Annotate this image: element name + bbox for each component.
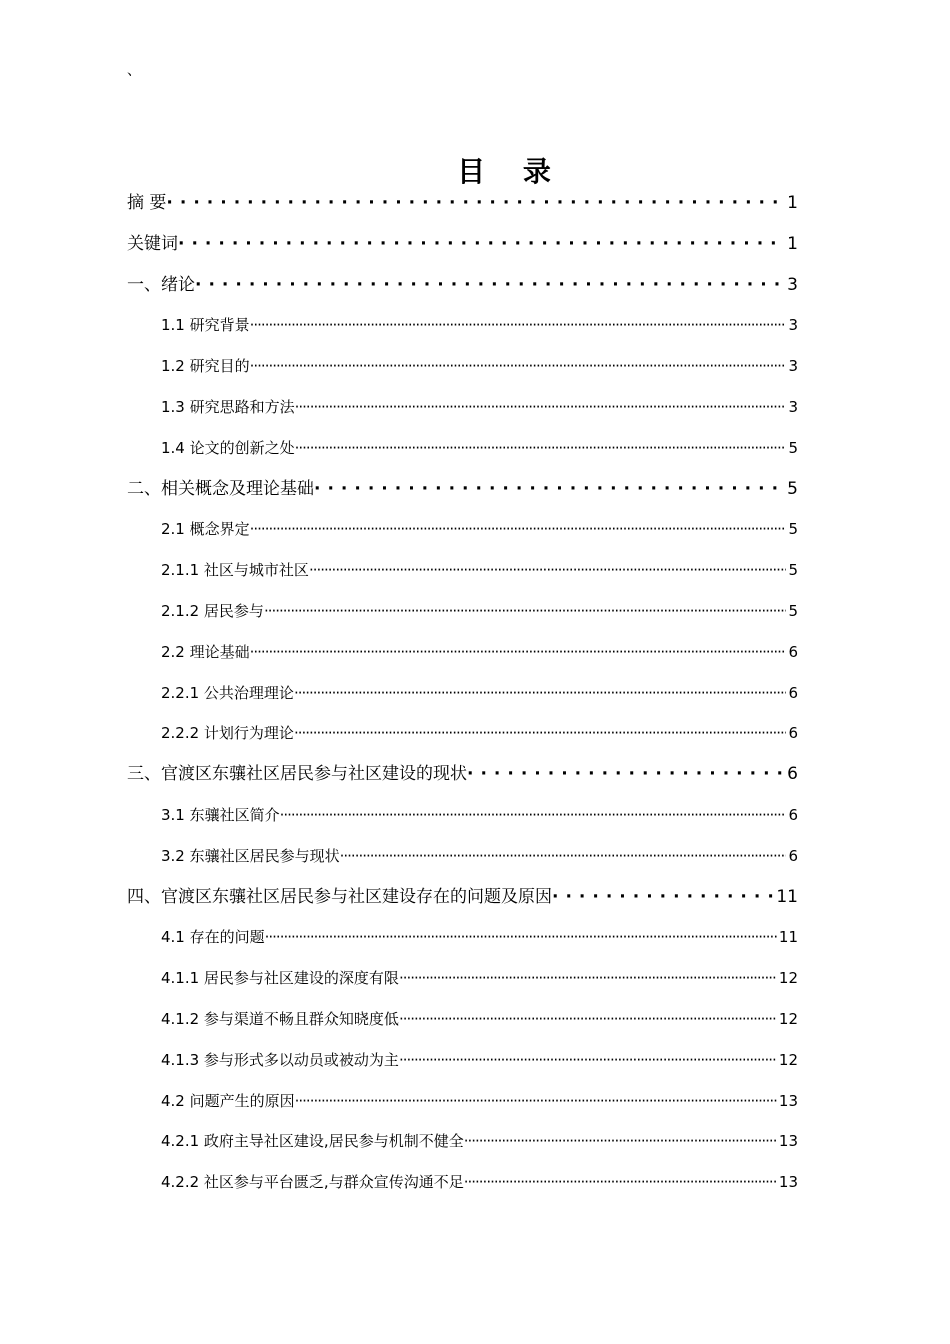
toc-entry-page-number: 11: [776, 886, 798, 907]
toc-entry-page-number: 5: [788, 438, 798, 457]
toc-entry-label: 2.1 概念界定: [161, 520, 250, 539]
toc-entry-label: 4.2.2 社区参与平台匮乏,与群众宣传沟通不足: [161, 1173, 464, 1192]
toc-dot-leader: [295, 428, 787, 468]
toc-entry[interactable]: [127, 224, 798, 264]
toc-entry-page-number: 1: [787, 233, 798, 254]
toc-entry-page-number: 3: [788, 398, 798, 416]
toc-entry-label: 2.2.2 计划行为理论: [161, 724, 294, 743]
toc-dot-leader: [464, 1121, 777, 1161]
toc-dot-leader: [280, 795, 787, 835]
toc-entry-label: 4.1 存在的问题: [161, 928, 265, 947]
toc-entry[interactable]: [161, 713, 798, 753]
toc-entry-label: 2.1.1 社区与城市社区: [161, 561, 309, 580]
toc-dot-leader: [250, 346, 787, 386]
toc-dot-leader: [295, 387, 787, 427]
toc-entry-page-number: 3: [788, 316, 798, 335]
toc-entry[interactable]: [161, 958, 798, 998]
toc-entry[interactable]: [161, 428, 798, 468]
toc-entry[interactable]: [161, 387, 798, 427]
toc-entry-label: 3.1 东骧社区简介: [161, 806, 280, 824]
toc-dot-leader: [340, 836, 787, 876]
toc-entry-label: 关键词: [127, 233, 178, 254]
toc-entry[interactable]: [161, 550, 798, 590]
toc-entry-label: 4.2 问题产生的原因: [161, 1091, 295, 1110]
toc-dot-leader: [250, 305, 787, 345]
toc-entry-page-number: 6: [788, 642, 798, 661]
page-title: 目 录: [457, 155, 565, 188]
toc-entry[interactable]: [127, 183, 798, 223]
toc-entry-page-number: 5: [788, 602, 798, 620]
toc-entry-page-number: 5: [788, 561, 798, 580]
toc-dot-leader: [464, 1162, 777, 1202]
toc-dot-leader: [467, 754, 785, 794]
toc-entry[interactable]: [161, 836, 798, 876]
toc-entry[interactable]: [161, 1121, 798, 1161]
toc-entry[interactable]: [161, 795, 798, 835]
toc-dot-leader: [399, 958, 777, 998]
toc-entry-label: 一、绪论: [127, 274, 195, 295]
toc-entry-page-number: 12: [778, 969, 798, 988]
toc-entry[interactable]: [127, 877, 798, 917]
toc-dot-leader: [399, 1040, 777, 1080]
toc-entry[interactable]: [161, 632, 798, 672]
toc-entry-label: 二、相关概念及理论基础: [127, 478, 314, 499]
toc-entry[interactable]: [161, 1081, 798, 1121]
toc-entry-page-number: 3: [787, 274, 798, 295]
toc-dot-leader: [178, 224, 785, 264]
toc-entry-label: 1.1 研究背景: [161, 316, 250, 335]
toc-dot-leader: [295, 1081, 777, 1121]
toc-entry[interactable]: [161, 509, 798, 549]
toc-entry[interactable]: [127, 754, 798, 794]
toc-entry-page-number: 12: [778, 1050, 798, 1069]
toc-entry-page-number: 6: [788, 683, 798, 702]
toc-entry-label: 1.2 研究目的: [161, 357, 250, 376]
toc-dot-leader: [294, 713, 787, 753]
toc-entry-label: 4.1.1 居民参与社区建设的深度有限: [161, 969, 399, 988]
toc-entry-page-number: 6: [788, 846, 798, 865]
toc-entry[interactable]: [161, 305, 798, 345]
toc-entry-page-number: 6: [787, 764, 798, 785]
toc-entry-page-number: 5: [787, 478, 798, 499]
toc-entry-label: 摘 要: [127, 193, 167, 213]
toc-entry-label: 1.4 论文的创新之处: [161, 438, 295, 457]
toc-dot-leader: [265, 917, 777, 957]
toc-entry[interactable]: [127, 265, 798, 305]
toc-entry[interactable]: [161, 999, 798, 1039]
toc-entry-page-number: 1: [787, 193, 798, 213]
toc-dot-leader: [309, 550, 787, 590]
toc-entry[interactable]: [161, 1040, 798, 1080]
toc-entry-label: 2.2.1 公共治理理论: [161, 683, 294, 702]
toc-entry-label: 4.1.3 参与形式多以动员或被动为主: [161, 1050, 399, 1069]
toc-dot-leader: [294, 673, 787, 713]
toc-entry-page-number: 6: [788, 806, 798, 824]
toc-entry-label: 4.1.2 参与渠道不畅且群众知晓度低: [161, 1010, 399, 1028]
toc-entry-page-number: 12: [778, 1010, 798, 1028]
toc-entry-label: 三、官渡区东骧社区居民参与社区建设的现状: [127, 764, 467, 785]
toc-entry-page-number: 3: [788, 357, 798, 376]
toc-entry-page-number: 5: [788, 520, 798, 539]
toc-dot-leader: [166, 183, 785, 223]
toc-entry[interactable]: [161, 591, 798, 631]
toc-entry-label: 4.2.1 政府主导社区建设,居民参与机制不健全: [161, 1132, 464, 1151]
header-mark: 、: [127, 63, 141, 79]
toc-dot-leader: [250, 632, 787, 672]
toc-entry[interactable]: [161, 1162, 798, 1202]
toc-entry-label: 1.3 研究思路和方法: [161, 398, 295, 416]
toc-entry[interactable]: [127, 469, 798, 509]
toc-dot-leader: [314, 469, 785, 509]
toc-entry-page-number: 13: [778, 1091, 798, 1110]
toc-entry-page-number: 11: [778, 928, 798, 947]
toc-entry-page-number: 6: [788, 724, 798, 743]
toc-entry[interactable]: [161, 673, 798, 713]
toc-entry-label: 2.1.2 居民参与: [161, 602, 264, 620]
toc-dot-leader: [552, 877, 774, 917]
toc-dot-leader: [399, 999, 777, 1039]
toc-entry-label: 2.2 理论基础: [161, 642, 250, 661]
toc-entry-label: 四、官渡区东骧社区居民参与社区建设存在的问题及原因: [127, 886, 552, 907]
toc-dot-leader: [264, 591, 787, 631]
toc-dot-leader: [195, 265, 785, 305]
toc-dot-leader: [250, 509, 787, 549]
toc-entry[interactable]: [161, 346, 798, 386]
toc-entry[interactable]: [161, 917, 798, 957]
toc-entry-page-number: 13: [778, 1173, 798, 1192]
toc-entry-label: 3.2 东骧社区居民参与现状: [161, 846, 340, 865]
toc-entry-page-number: 13: [778, 1132, 798, 1151]
